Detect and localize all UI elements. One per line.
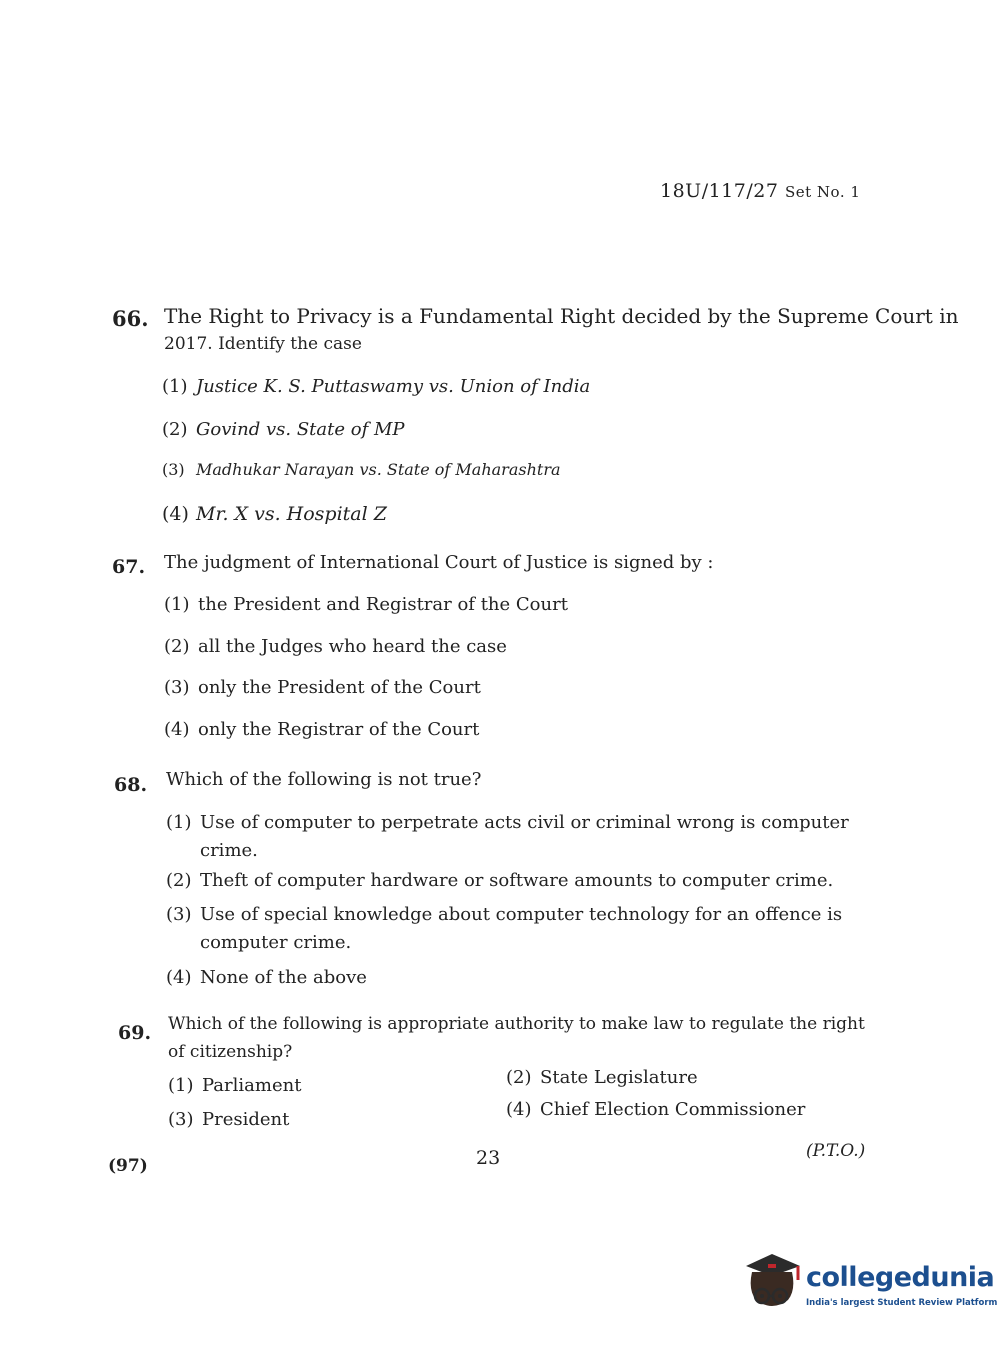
option-item (164, 636, 507, 657)
paper-code-text: 18U/117/27 (660, 180, 779, 202)
option-item (162, 419, 405, 440)
option-number: (1) (162, 376, 188, 397)
option-number: (4) (166, 967, 192, 988)
please-turn-over: (P.T.O.) (806, 1141, 866, 1161)
option-text: Use of computer to perpetrate acts civil or criminal wrong is computer (200, 812, 849, 833)
question-text-line: 2017. Identify the case (164, 334, 362, 354)
option-number: (4) (162, 503, 189, 525)
option-item (162, 460, 561, 479)
option-item (166, 812, 849, 833)
set-number: Set No. 1 (784, 183, 861, 201)
option-item (164, 719, 479, 740)
option-text: only the President of the Court (198, 677, 481, 698)
option-item (168, 1075, 301, 1096)
question-number: 68. (114, 774, 148, 796)
option-text: None of the above (200, 967, 367, 988)
logo-wordmark: collegedunia (806, 1262, 995, 1293)
option-number: (1) (168, 1075, 194, 1096)
option-item (166, 870, 833, 891)
option-number: (1) (164, 594, 190, 615)
option-text: Parliament (202, 1075, 302, 1096)
option-text: Govind vs. State of MP (196, 419, 405, 440)
option-number: (4) (164, 719, 190, 740)
option-item (164, 677, 481, 698)
option-number: (2) (166, 870, 192, 891)
option-number: (2) (506, 1067, 532, 1088)
option-number: (3) (164, 677, 190, 698)
option-text: State Legislature (540, 1067, 698, 1088)
option-item (506, 1099, 805, 1120)
option-item (164, 594, 568, 615)
option-text: Madhukar Narayan vs. State of Maharashtra (196, 460, 561, 479)
option-number: (1) (166, 812, 192, 833)
option-number: (2) (162, 419, 188, 440)
collegedunia-mascot-icon (742, 1250, 804, 1320)
question-number: 69. (118, 1022, 152, 1044)
option-text: all the Judges who heard the case (198, 636, 507, 657)
page-number: 23 (476, 1147, 501, 1169)
option-text: President (202, 1109, 290, 1130)
option-item (168, 1109, 289, 1130)
option-item (166, 904, 842, 925)
booklet-code: (97) (108, 1156, 148, 1176)
option-number: (3) (166, 904, 192, 925)
option-text-continued: computer crime. (200, 932, 352, 953)
option-item (166, 967, 367, 988)
question-text-line: The judgment of International Court of Justice is signed by : (164, 552, 714, 573)
option-text: Mr. X vs. Hospital Z (196, 503, 387, 525)
option-text: Justice K. S. Puttaswamy vs. Union of India (196, 376, 591, 397)
option-text: Use of special knowledge about computer technology for an offence is (200, 904, 843, 925)
question-number: 66. (112, 306, 149, 331)
option-text: the President and Registrar of the Court (198, 594, 568, 615)
option-text-continued: crime. (200, 840, 258, 861)
question-text-line: of citizenship? (168, 1042, 293, 1062)
option-number: (4) (506, 1099, 532, 1120)
logo-tagline: India's largest Student Review Platform (806, 1298, 998, 1308)
option-number: (3) (168, 1109, 194, 1130)
question-text-line: Which of the following is not true? (166, 769, 482, 790)
question-text-line: The Right to Privacy is a Fundamental Right decided by the Supreme Court in (164, 304, 959, 328)
option-item (162, 503, 387, 525)
option-number: (2) (164, 636, 190, 657)
option-text: Chief Election Commissioner (540, 1099, 806, 1120)
option-item (506, 1067, 698, 1088)
option-text: Theft of computer hardware or software amounts to computer crime. (200, 870, 834, 891)
option-text: only the Registrar of the Court (198, 719, 480, 740)
paper-code (660, 180, 860, 202)
question-number: 67. (112, 556, 146, 578)
question-text-line: Which of the following is appropriate authority to make law to regulate the right (168, 1014, 865, 1034)
option-number: (3) (162, 460, 185, 479)
option-item (162, 376, 590, 397)
